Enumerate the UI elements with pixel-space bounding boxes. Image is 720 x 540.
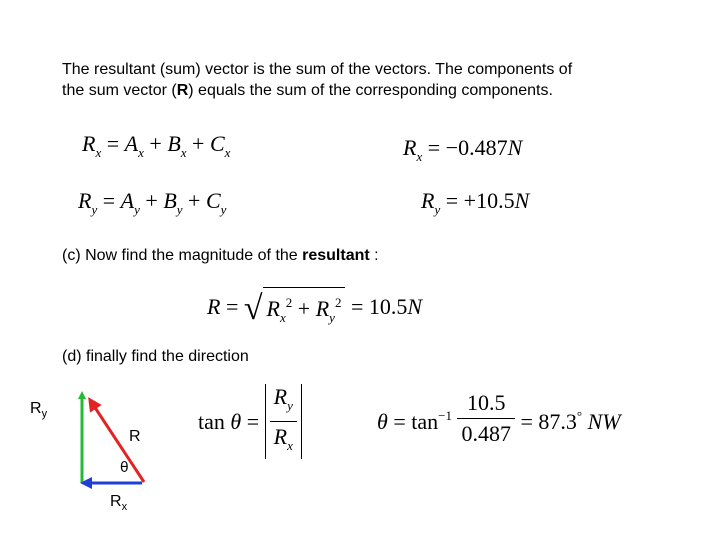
eq-rx-sum-c: C [209,131,225,156]
tan-frac-num [270,384,297,421]
intro-line-1: The resultant (sum) vector is the sum of the vectors. The components of [62,61,573,78]
vector-triangle-diagram [60,385,170,495]
rx-label-text: R [110,493,122,510]
eq-ry-sum-a: A [120,188,135,213]
theta-eq-dir: NW [587,408,621,434]
eq-ry-sum-b-sub: y [176,202,183,217]
tan-theta: θ [230,408,242,434]
mag-ry: R [315,296,330,321]
intro-line-2-a: the sum vector ( [62,82,177,99]
tan-fraction [270,384,297,459]
intro-line-2-bold-r: R [176,82,189,99]
theta-eq-theta: θ [377,408,388,434]
theta-eq-deg: ° [576,407,583,423]
rx-label-sub: x [121,501,128,514]
mag-rx-exp: 2 [285,295,293,310]
eq-ry-sum-c: C [205,188,221,213]
sqrt-radicand: $R_x^2 + R_y^2$ [263,287,346,331]
eq-rx-sum-a: A [124,131,139,156]
mag-rx-sub: x [280,310,286,325]
tan-frac-den [270,421,297,459]
equation-rx-sum: $R_x = A_x + B_x + C_x$ [82,131,231,160]
abs-bars [265,384,302,459]
mag-ry-sub: y [329,310,335,325]
theta-frac-den: 0.487 [457,418,515,447]
theta-eq-func: tan [411,408,439,434]
mag-unit: N [407,294,423,320]
eq-ry-sum-lhs-sub: y [91,202,98,217]
tan-func: tan [198,408,225,434]
eq-rx-val-lhs: R [403,135,417,160]
eq-rx-sum-c-sub: x [224,145,231,160]
equation-theta-value: $\theta = \tan^{-1}$ $\frac{10.5}{0.487}$ = 87.3° NW [377,390,621,446]
eq-rx-val-value: −0.487 [445,135,508,160]
mag-rx: R [266,296,280,321]
eq-ry-sum-c-sub: y [220,202,227,217]
tan-den-sub: x [287,438,293,453]
part-c-text-a: (c) Now find the magnitude of the [62,247,303,264]
eq-ry-val-lhs: R [421,188,435,213]
eq-rx-val-unit: N [507,135,523,160]
ry-label-text: R [30,400,42,417]
eq-rx-sum-b-sub: x [180,145,187,160]
eq-rx-val-lhs-sub: x [416,149,423,164]
part-c-text [62,245,379,267]
mag-value: 10.5 [368,294,408,320]
part-d-text: (d) finally find the direction [62,348,249,365]
tan-num: R [273,384,288,409]
tan-num-sub: y [287,398,293,413]
theta-eq-inv: −1 [438,407,452,423]
eq-ry-val-value: +10.5 [463,188,515,213]
intro-line-2 [62,80,553,102]
equation-ry-value: $R_y = +10.5N$ [421,188,530,217]
theta-frac-num: 10.5 [466,390,506,415]
rx-label [110,493,127,513]
eq-ry-val-unit: N [514,188,530,213]
mag-ry-exp: 2 [334,295,342,310]
ry-label-sub: y [41,408,48,421]
eq-rx-sum-a-sub: x [138,145,144,160]
equation-ry-sum: $R_y = A_y + B_y + C_y$ [78,188,227,217]
theta-eq-value: 87.3 [538,408,577,434]
eq-rx-sum-b: B [167,131,181,156]
eq-ry-val-lhs-sub: y [434,202,441,217]
eq-ry-sum-lhs: R [78,188,92,213]
eq-ry-sum-a-sub: y [134,202,140,217]
equation-magnitude: R = √ $R_x^2 + R_y^2 = 10.5N$ [207,287,422,331]
eq-rx-sum-lhs-sub: x [95,145,102,160]
tan-den: R [273,424,288,449]
theta-label: θ [120,460,129,476]
sqrt-symbol: √ $R_x^2 + R_y^2$ [244,287,346,331]
equation-tan-theta: tan θ = $\frac{R_y}{R_x}$ [198,384,302,459]
eq-ry-sum-b: B [163,188,177,213]
theta-fraction [457,390,515,447]
mag-lhs: R [207,294,221,320]
eq-rx-sum-lhs: R [82,131,96,156]
ry-label [30,400,47,420]
part-c-text-c: : [369,247,379,264]
part-c-text-bold: resultant [302,247,370,264]
intro-line-2-c: ) equals the sum of the corresponding components. [188,82,553,99]
equation-rx-value: $R_x = -0.487N$ [403,135,523,164]
r-label: R [129,428,141,445]
